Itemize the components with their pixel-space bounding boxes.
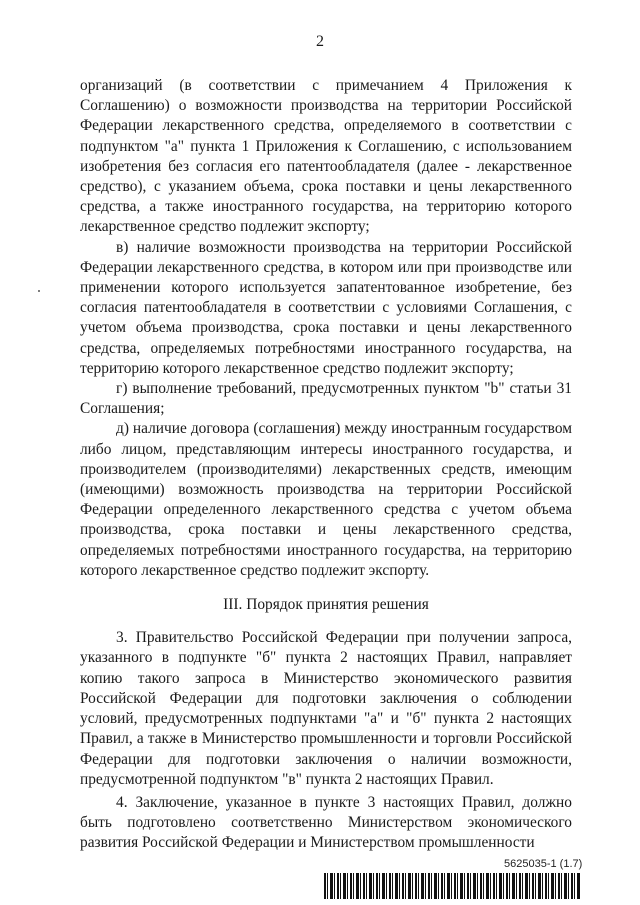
scan-artifact-dot — [38, 290, 40, 292]
page-number: 2 — [316, 33, 324, 50]
paragraph-clause-3: 3. Правительство Российской Федерации при получении запроса, указанного в подпункте "б" пункта 2 настоящих Правил, направляет копию такого запроса в Министерство экономического развития Российской Федерации для подготовки заключения о соблюдении условий, предусмотренных подпунктами "а" и "б" пункта 2 настоящих Правил, а также в Министерство промышленности и торговли Российской Федерации для подготовки заключения о наличии возможности, предусмотренной подпунктом "в" пункта 2 настоящих Правил. — [80, 629, 572, 788]
paragraph-item-v: в) наличие возможности производства на территории Российской Федерации лекарственного средства, в котором или при производстве или применении которого используется запатентованное изобретение, без согласия патентообладателя в соответствии с условиями Соглашения, с учетом объема производства, срока поставки и цены лекарственного средства, определяемых потребностями иностранного государства, на территорию которого лекарственное средство подлежит экспорту; — [80, 238, 572, 377]
document-code: 5625035-1 (1.7) — [504, 858, 583, 870]
section-heading: III. Порядок принятия решения — [223, 596, 429, 614]
paragraph-item-g: г) выполнение требований, предусмотренных пунктом "b" статьи 31 Соглашения; — [80, 380, 572, 418]
paragraph-item-d: д) наличие договора (соглашения) между иностранным государством либо лицом, представляющим интересы иностранного государства, и производителем (производителями) лекарственных средств, имеющим (имеющими) возможность производства на территории Российской Федерации определенного лекарственного средства с учетом объема производства, срока поставки и цены лекарственного средства, определяемых потребностями иностранного государства, на территорию которого лекарственное средство подлежит экспорту. — [80, 420, 572, 579]
barcode — [324, 873, 580, 899]
document-body — [80, 76, 572, 854]
paragraph-continuation: организаций (в соответствии с примечанием 4 Приложения к Соглашению) о возможности производства на территории Российской Федерации лекарственного средства, определяемого в соответствии с подпунктом "а" пункта 1 Приложения к Соглашению, с использованием изобретения без согласия его патентообладателя (далее - лекарственное средство), с указанием объема, срока поставки и цены лекарственного средства, а также иностранного государства, на территорию которого лекарственное средство подлежит экспорту; — [80, 77, 572, 236]
paragraph-clause-4: 4. Заключение, указанное в пункте 3 настоящих Правил, должно быть подготовлено соответственно Министерством экономического развития Российской Федерации и Министерством промышленности — [80, 793, 572, 852]
